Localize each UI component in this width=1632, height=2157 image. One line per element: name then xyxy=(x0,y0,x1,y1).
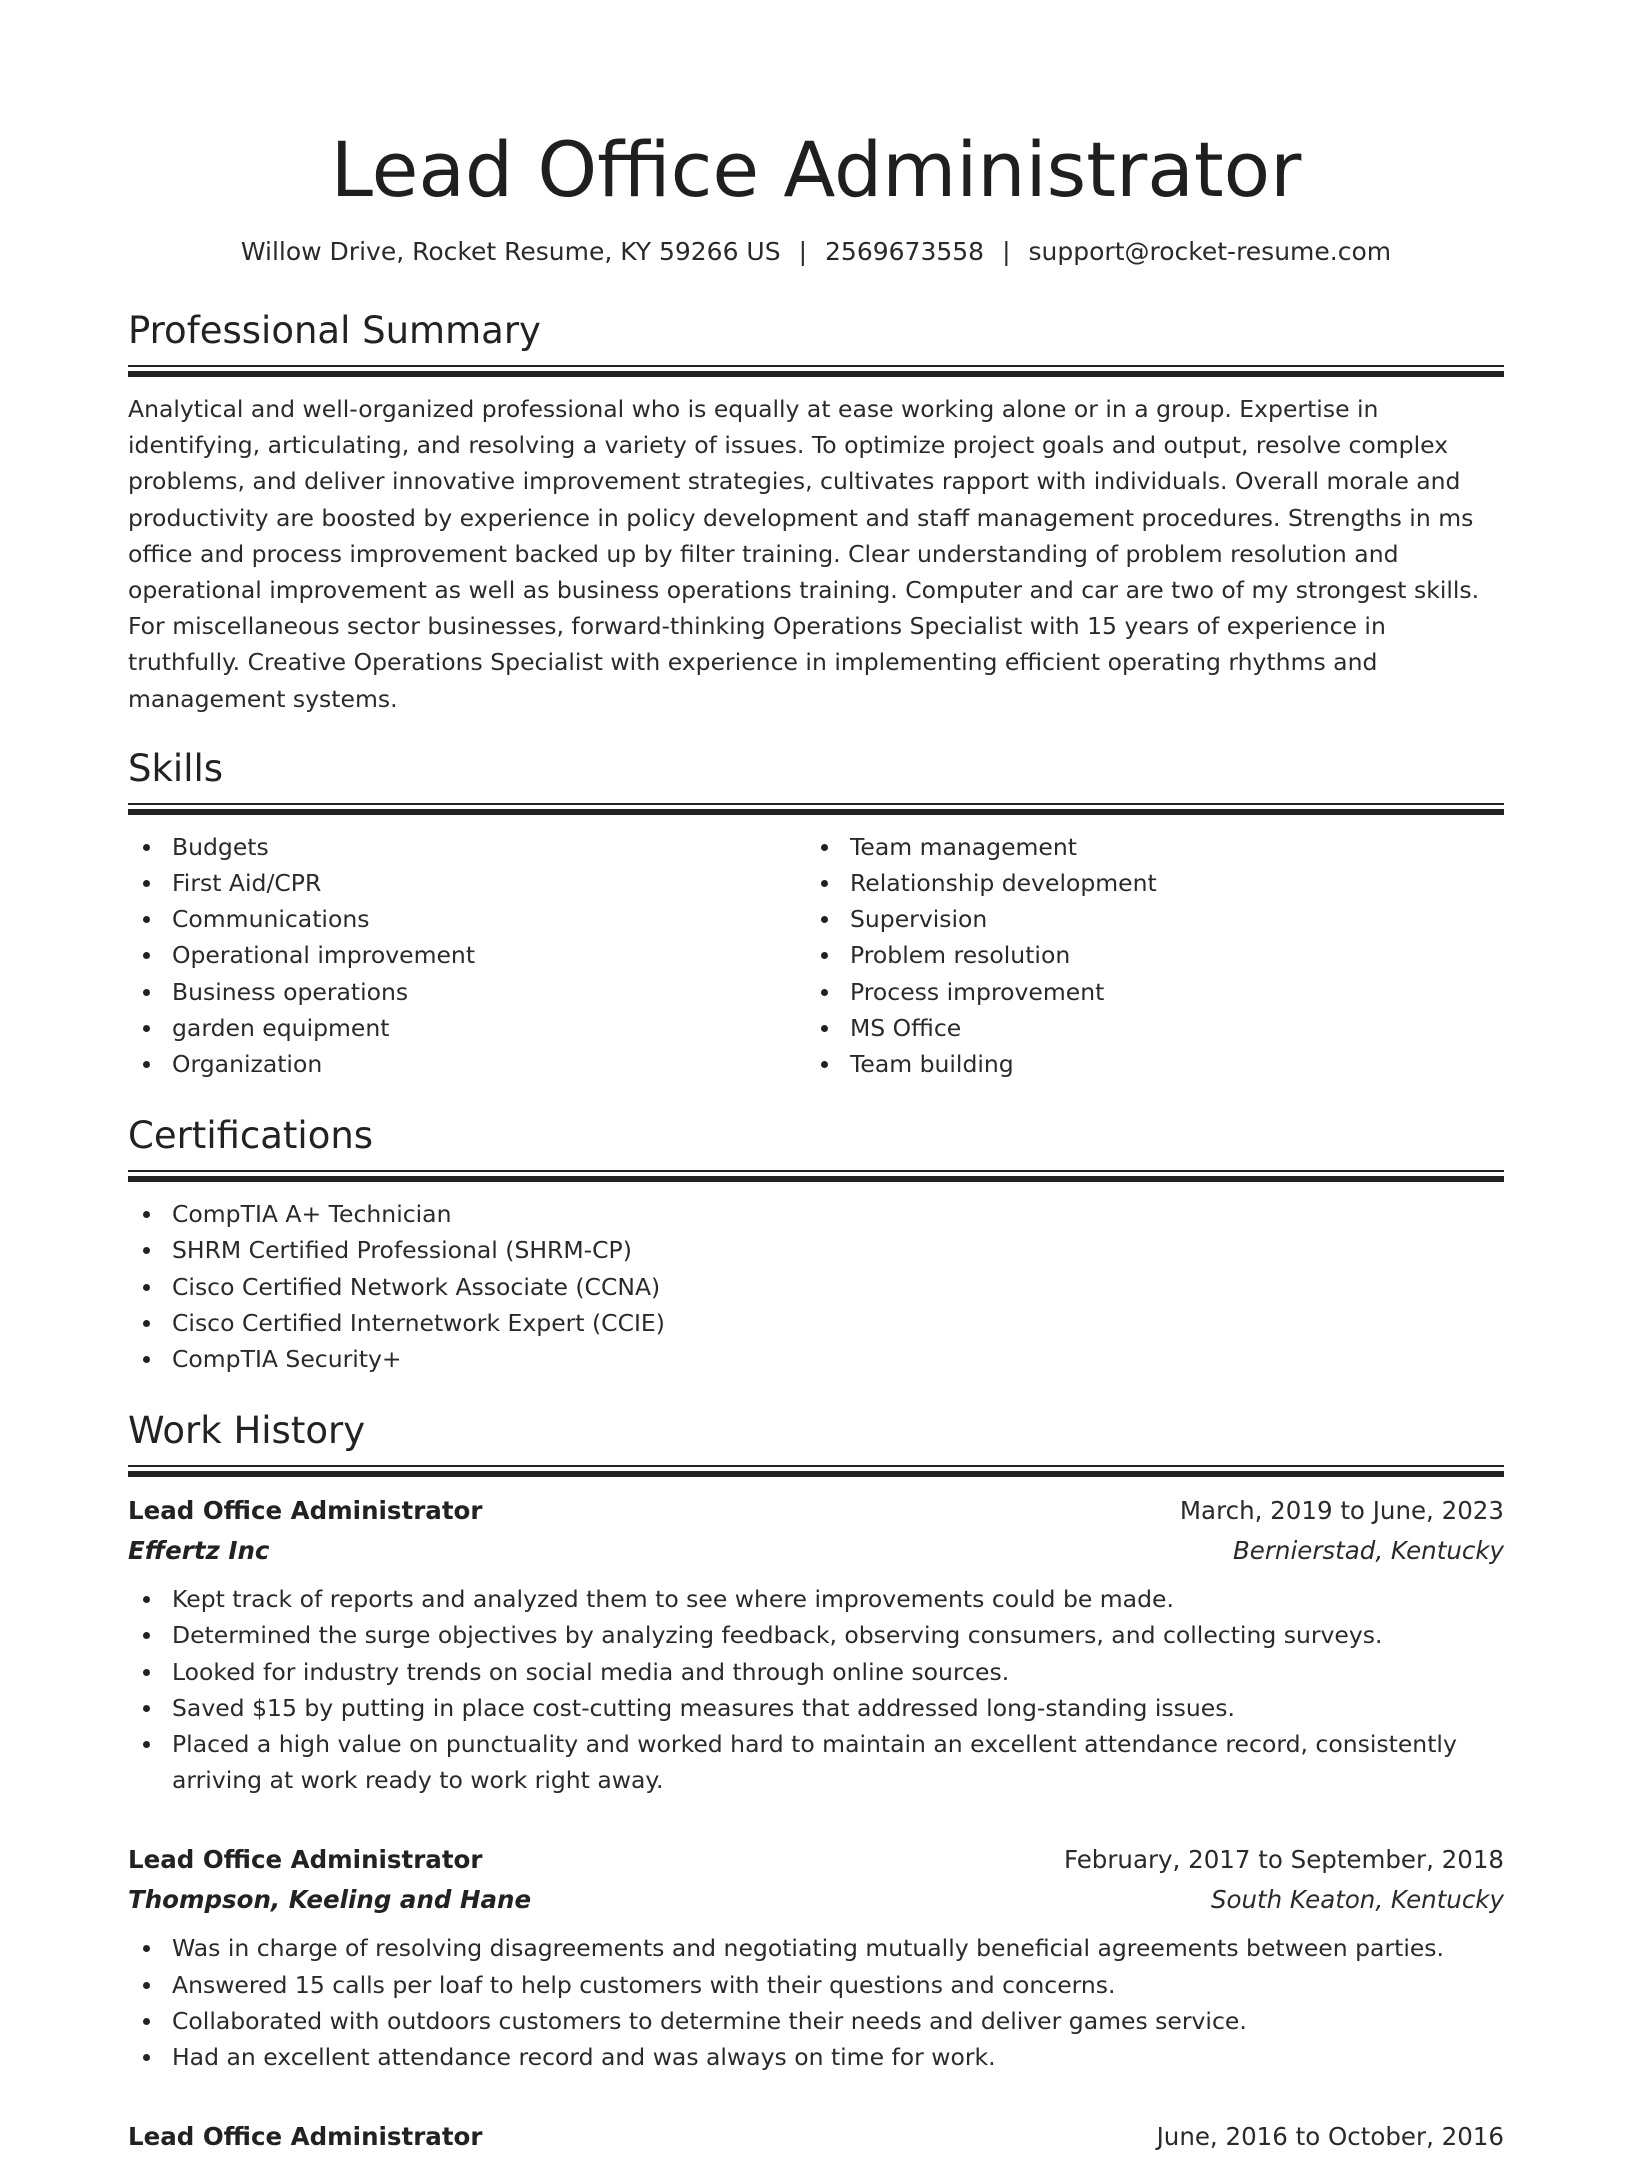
job-title: Lead Office Administrator xyxy=(128,2122,483,2152)
section-heading: Professional Summary xyxy=(128,309,541,352)
contact-separator: | xyxy=(798,237,808,266)
skill-item: MS Office xyxy=(806,1010,1484,1046)
job-company: Effertz Inc xyxy=(128,1536,270,1566)
job-bullet: Was in charge of resolving disagreements and negotiating mutually beneficial agreements between parties. xyxy=(128,1930,1504,1966)
job-title: Lead Office Administrator xyxy=(128,1496,483,1526)
skill-item: Supervision xyxy=(806,901,1484,937)
job-bullets xyxy=(128,1581,1504,1798)
job-company-row xyxy=(128,1531,1504,1571)
skills-section xyxy=(128,745,1504,1082)
job-bullet: Determined the surge objectives by analyzing feedback, observing consumers, and collecting surveys. xyxy=(128,1617,1504,1653)
certification-item: CompTIA A+ Technician xyxy=(128,1196,1504,1232)
job-bullet: Had an excellent attendance record and was always on time for work. xyxy=(128,2039,1504,2075)
job-location: Bernierstad, Kentucky xyxy=(1232,1536,1504,1566)
skills-list-right xyxy=(806,829,1484,1082)
skill-item: Process improvement xyxy=(806,974,1484,1010)
section-divider xyxy=(128,1170,1504,1182)
certification-item: SHRM Certified Professional (SHRM-CP) xyxy=(128,1232,1504,1268)
job-dates: February, 2017 to September, 2018 xyxy=(1063,1845,1504,1875)
job-company: Thompson, Keeling and Hane xyxy=(128,1885,532,1915)
job-bullet: Looked for industry trends on social media and through online sources. xyxy=(128,1654,1504,1690)
job-bullet: Answered 15 calls per loaf to help customers with their questions and concerns. xyxy=(128,1967,1504,2003)
job-header-row xyxy=(128,1491,1504,1531)
skills-list-left xyxy=(128,829,806,1082)
job-bullet: Collaborated with outdoors customers to determine their needs and deliver games service. xyxy=(128,2003,1504,2039)
skill-item: Team management xyxy=(806,829,1484,865)
certification-item: CompTIA Security+ xyxy=(128,1341,1504,1377)
section-divider xyxy=(128,365,1504,377)
certification-item: Cisco Certified Internetwork Expert (CCIE) xyxy=(128,1305,1504,1341)
work-history-section xyxy=(128,1407,1504,2157)
job-location: South Keaton, Kentucky xyxy=(1210,1885,1504,1915)
section-divider xyxy=(128,803,1504,815)
job-header-row xyxy=(128,2117,1504,2157)
job-bullets xyxy=(128,1930,1504,2075)
skill-item: Organization xyxy=(128,1046,806,1082)
skill-item: First Aid/CPR xyxy=(128,865,806,901)
section-heading: Certifications xyxy=(128,1114,374,1158)
skill-item: Communications xyxy=(128,901,806,937)
contact-separator: | xyxy=(1002,237,1011,266)
certifications-list xyxy=(128,1196,1504,1377)
job-bullet: Kept track of reports and analyzed them to see where improvements could be made. xyxy=(128,1581,1504,1617)
skill-item: Operational improvement xyxy=(128,937,806,973)
job-dates: March, 2019 to June, 2023 xyxy=(1179,1496,1504,1526)
skill-item: garden equipment xyxy=(128,1010,806,1046)
skill-item: Business operations xyxy=(128,974,806,1010)
skill-item: Relationship development xyxy=(806,865,1484,901)
job-bullet: Placed a high value on punctuality and worked hard to maintain an excellent attendance record, consistently arriving at work ready to work right away. xyxy=(128,1726,1504,1798)
job-title: Lead Office Administrator xyxy=(128,1845,483,1875)
job-entry xyxy=(128,1491,1504,1798)
skill-item: Budgets xyxy=(128,829,806,865)
resume-page xyxy=(128,0,1504,2157)
certification-item: Cisco Certified Network Associate (CCNA) xyxy=(128,1269,1504,1305)
section-divider xyxy=(128,1465,1504,1477)
contact-line xyxy=(128,235,1504,269)
job-dates: June, 2016 to October, 2016 xyxy=(1156,2122,1504,2152)
skills-columns xyxy=(128,829,1504,1082)
job-entry xyxy=(128,1840,1504,2075)
contact-phone: 2569673558 xyxy=(825,237,985,266)
contact-address: Willow Drive, Rocket Resume, KY 59266 US xyxy=(240,237,781,266)
resume-name: Lead Office Administrator xyxy=(330,125,1302,214)
contact-email: support@rocket-resume.com xyxy=(1028,237,1392,266)
skill-item: Team building xyxy=(806,1046,1484,1082)
certifications-section xyxy=(128,1112,1504,1377)
job-bullet: Saved $15 by putting in place cost-cutting measures that addressed long-standing issues. xyxy=(128,1690,1504,1726)
skill-item: Problem resolution xyxy=(806,937,1484,973)
section-heading: Skills xyxy=(128,746,224,790)
job-entry xyxy=(128,2117,1504,2157)
section-heading: Work History xyxy=(128,1409,366,1453)
professional-summary-section xyxy=(128,307,1504,717)
job-company-row xyxy=(128,1880,1504,1920)
job-header-row xyxy=(128,1840,1504,1880)
summary-text: Analytical and well-organized professional who is equally at ease working alone or in a group. Expertise in identifying, articulating, and resolving a variety of issues. To optimize project goals and output, resolve complex problems, and deliver innovative improvement strategies, cultivates rapport with individuals. Overall morale and productivity are boosted by experience in policy development and staff management procedures. Strengths in ms office and process improvement backed up by filter training. Clear understanding of problem resolution and operational improvement as well as business operations training. Computer and car are two of my strongest skills. For miscellaneous sector businesses, forward-thinking Operations Specialist with 15 years of experience in truthfully. Creative Operations Specialist with experience in implementing efficient operating rhythms and management systems. xyxy=(128,395,1480,713)
